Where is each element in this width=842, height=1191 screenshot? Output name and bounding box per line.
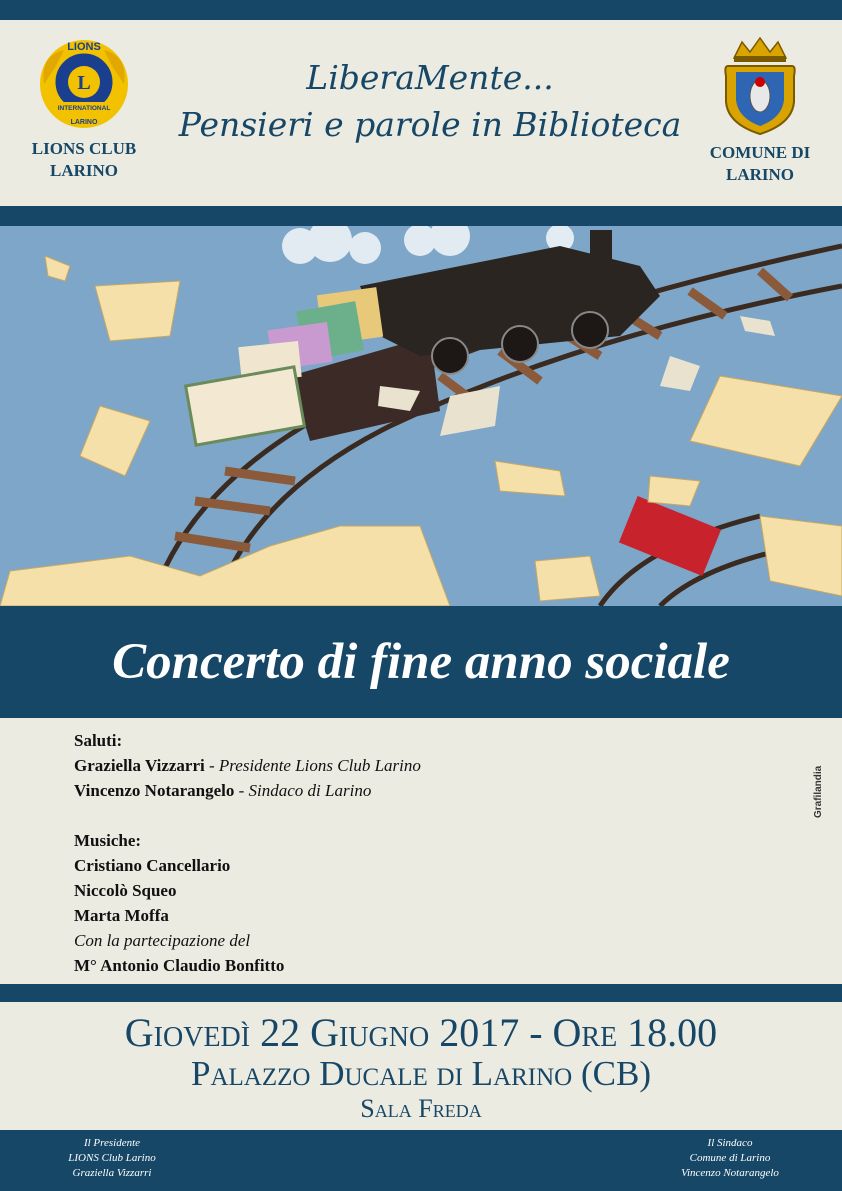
train-books-illustration	[0, 226, 842, 606]
music-heading: Musiche:	[74, 831, 142, 850]
musician-name: Marta Moffa	[74, 906, 169, 925]
title-block	[160, 56, 700, 150]
maestro-name: M° Antonio Claudio Bonfitto	[74, 956, 285, 975]
signature-line: Comune di Larino	[689, 1152, 771, 1164]
footer	[0, 1130, 842, 1191]
concert-band	[0, 606, 842, 718]
mayor-signature	[630, 1136, 830, 1181]
top-band	[0, 0, 842, 20]
title-line-1: LiberaMente...	[306, 58, 554, 97]
printer-credit	[810, 740, 824, 818]
lions-logo-top-text: LIONS	[67, 41, 101, 53]
program-section	[74, 728, 634, 978]
president-signature	[12, 1136, 212, 1181]
event-date: Giovedì 22 Giugno 2017 - Ore 18.00	[124, 1010, 718, 1055]
signature-line: Il Sindaco	[707, 1137, 753, 1149]
greeting-name: Vincenzo Notarangelo	[74, 781, 235, 800]
coat-of-arms-icon	[720, 36, 800, 136]
participation-text: Con la partecipazione del	[74, 931, 251, 950]
lions-club-label	[14, 138, 154, 182]
concert-title: Concerto di fine anno sociale	[112, 634, 730, 690]
title-line-2: Pensieri e parole in Biblioteca	[178, 105, 682, 144]
lions-logo-bottom-text: LARINO	[70, 119, 98, 126]
header-band	[0, 206, 842, 226]
header	[0, 20, 842, 206]
greeting-name: Graziella Vizzarri	[74, 756, 205, 775]
greeting-row	[74, 778, 634, 803]
info-band	[0, 984, 842, 1002]
lions-club-block	[14, 36, 154, 182]
lions-label-line2: LARINO	[49, 161, 118, 180]
musician-name: Niccolò Squeo	[74, 881, 177, 900]
signature-line: Vincenzo Notarangelo	[681, 1167, 779, 1179]
lions-logo-icon	[36, 36, 132, 132]
event-room: Sala Freda	[360, 1094, 482, 1123]
comune-label-line2: LARINO	[725, 165, 794, 184]
event-venue: Palazzo Ducale di Larino (CB)	[191, 1054, 651, 1093]
comune-label	[690, 142, 830, 186]
lions-logo-letter: L	[77, 72, 91, 94]
lions-logo-ribbon-text: INTERNATIONAL	[57, 105, 111, 112]
signature-line: Graziella Vizzarri	[72, 1167, 152, 1179]
greetings-heading: Saluti:	[74, 731, 123, 750]
comune-label-line1: COMUNE DI	[709, 143, 811, 162]
signature-line: Il Presidente	[83, 1137, 141, 1149]
greeting-row	[74, 753, 634, 778]
signature-line: LIONS Club Larino	[68, 1152, 156, 1164]
greeting-role: - Presidente Lions Club Larino	[204, 756, 421, 775]
greeting-role: - Sindaco di Larino	[234, 781, 372, 800]
lions-label-line1: LIONS CLUB	[31, 139, 137, 158]
musician-name: Cristiano Cancellario	[74, 856, 231, 875]
comune-block	[690, 36, 830, 186]
printer-credit-text: Grafilandia	[813, 765, 824, 818]
